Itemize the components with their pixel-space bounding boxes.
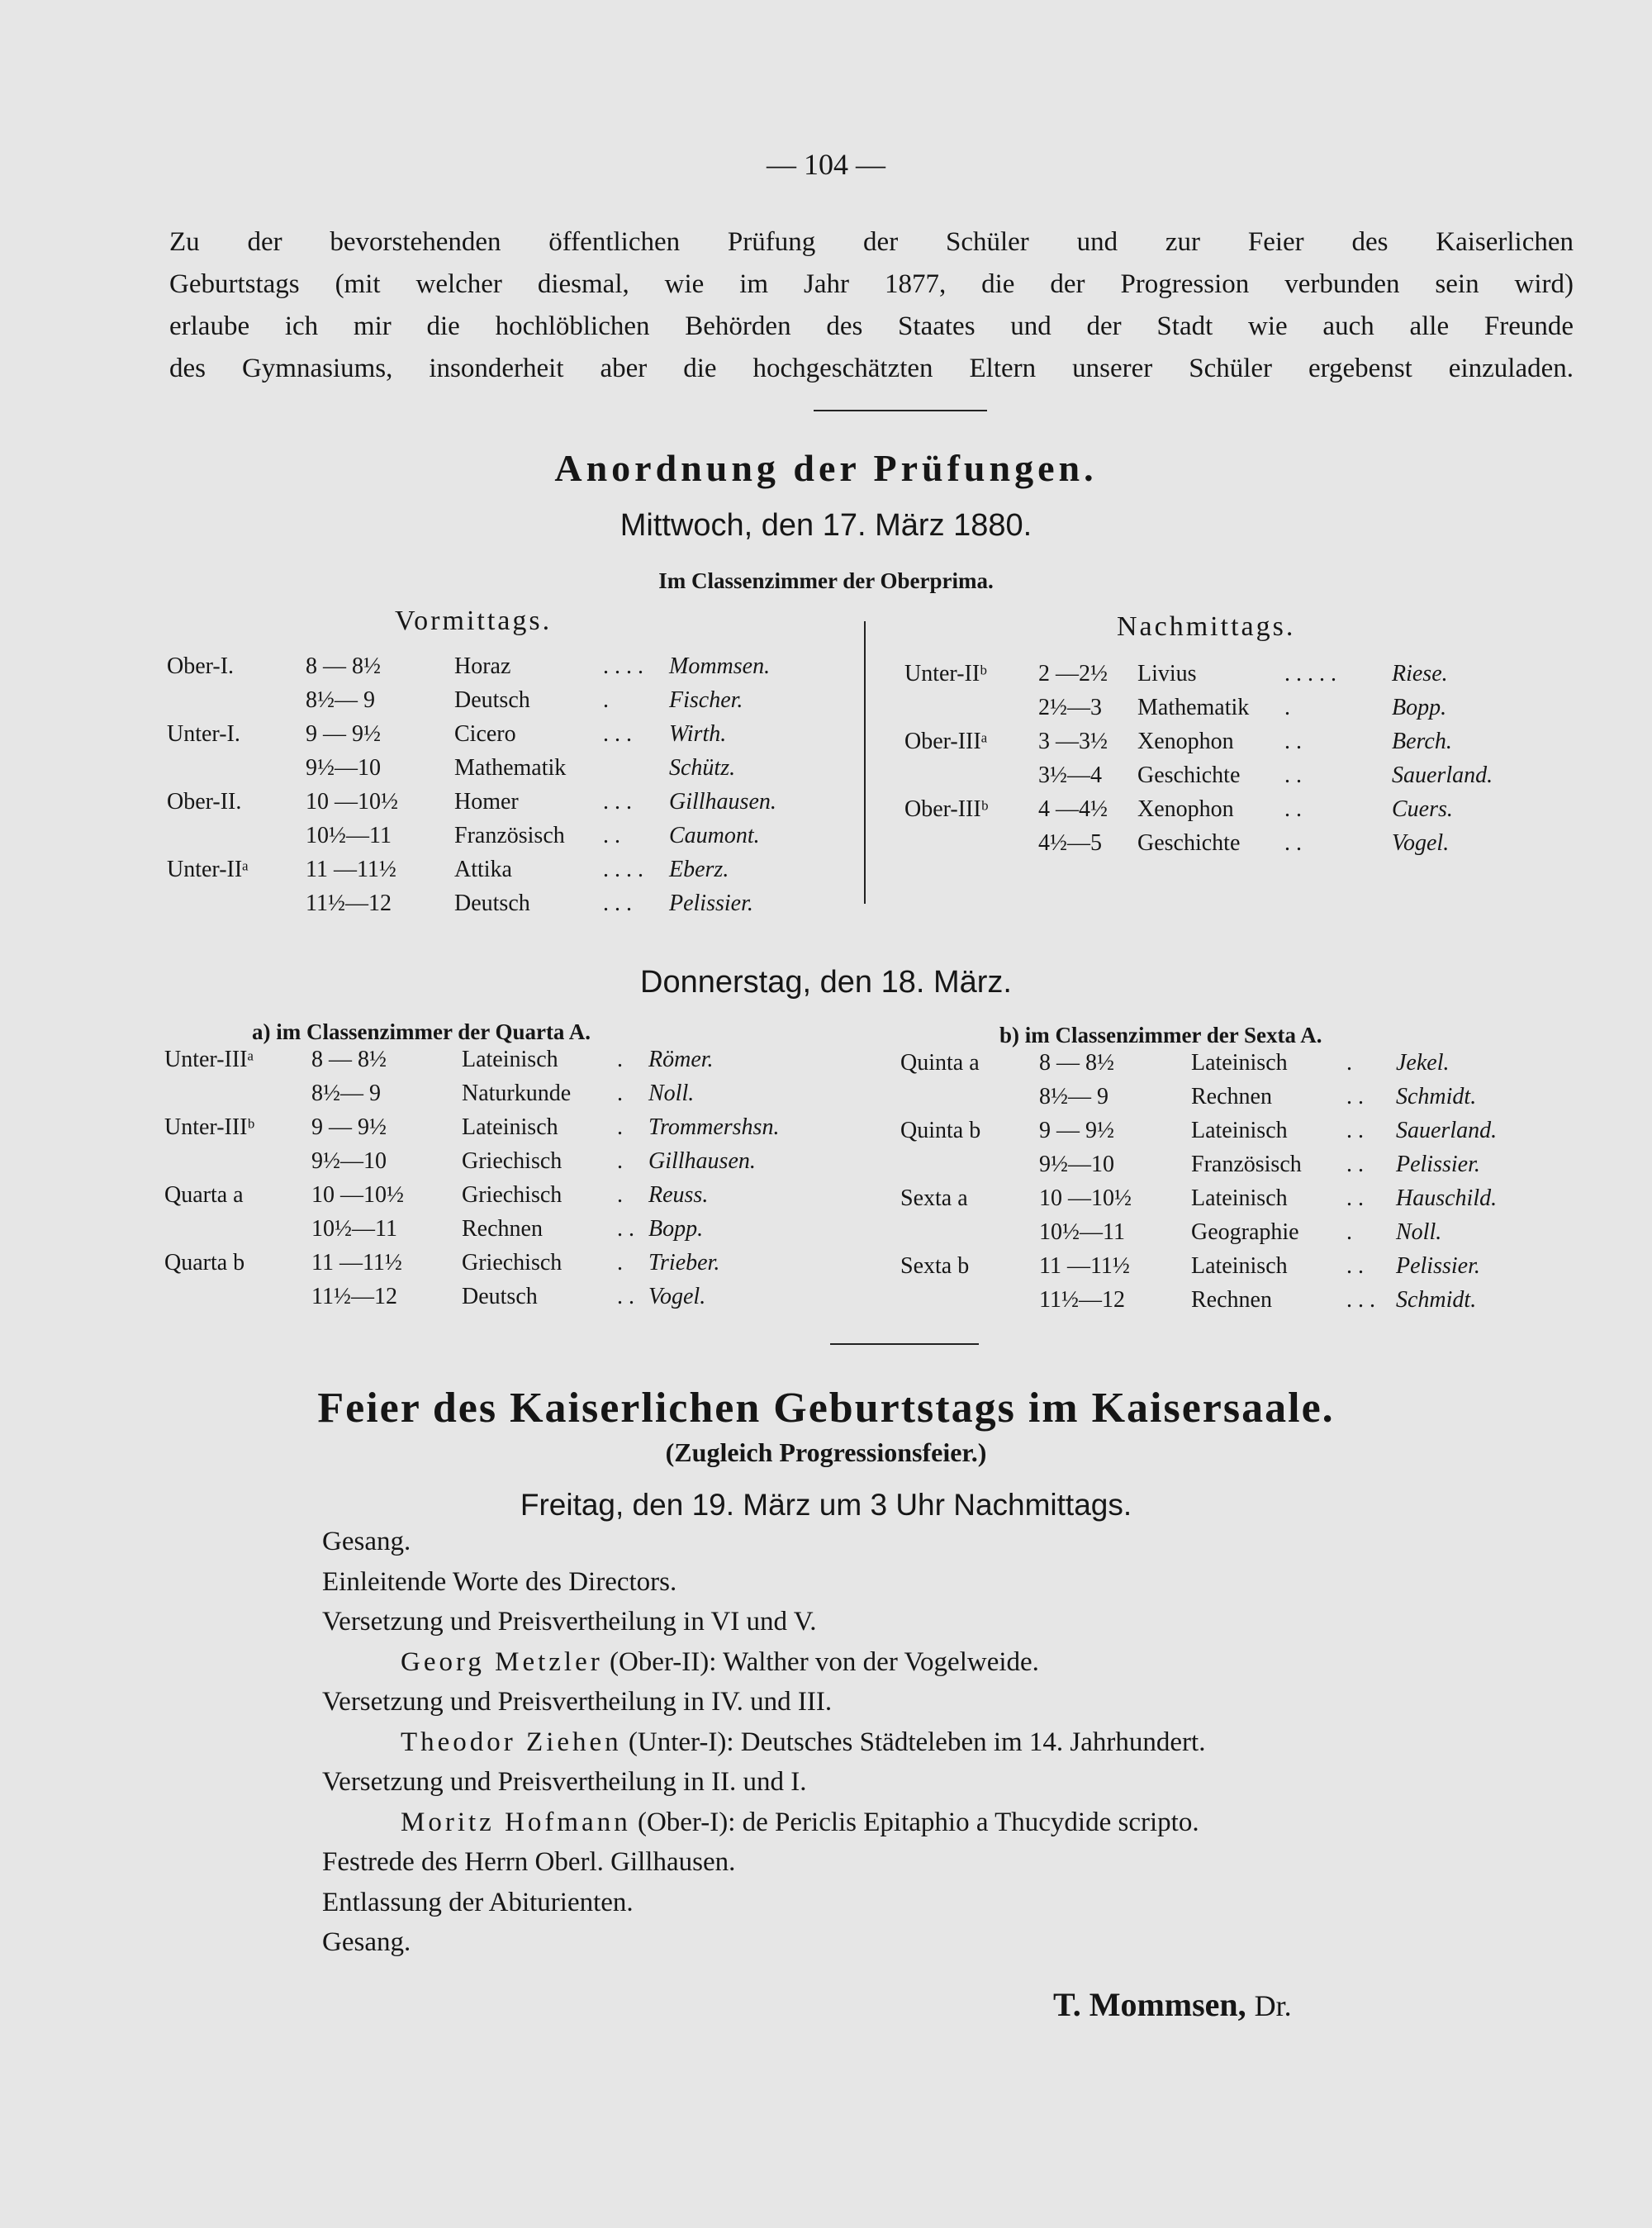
time-cell: 2 —2½ [1038,660,1108,686]
program-text: Versetzung und Preisvertheilung in VI und V. [322,1607,817,1637]
dots-cell: . . [1346,1083,1364,1109]
schedule-row [164,1110,814,1144]
time-cell: 10½—11 [306,822,392,848]
class-cell: Unter-I. [167,720,240,747]
schedule-row [900,1215,1553,1249]
dots-cell: . . [617,1283,634,1309]
subject-cell: Mathematik [454,754,567,781]
signature-name: T. Mommsen, [1053,1986,1246,2023]
teacher-cell: Jekel. [1396,1049,1450,1076]
speaker-name: Moritz Hofmann [401,1807,631,1837]
dots-cell: . [617,1114,623,1140]
subject-cell: Lateinisch [1191,1185,1288,1211]
dots-cell: . . [1346,1151,1364,1177]
time-cell: 11½—12 [306,890,392,916]
class-cell [167,886,306,920]
teacher-cell: Fischer. [669,686,743,713]
class-cell: Unter-IIIᵇ [164,1114,255,1140]
festival-subtitle: (Zugleich Progressionsfeier.) [665,1437,987,1467]
program-item [401,1727,1205,1758]
program-text: (Unter-I): Deutsches Städteleben im 14. Jahrhundert. [621,1727,1206,1757]
divider [814,410,987,411]
teacher-cell: Eberz. [669,856,729,882]
class-cell [900,1283,1039,1317]
dots-cell: . . [1284,796,1302,822]
dots-cell: . . [617,1215,634,1242]
room-oberprima: Im Classenzimmer der Oberprima. [658,568,994,593]
teacher-cell: Gillhausen. [669,788,776,815]
class-cell: Quarta b [164,1249,245,1276]
subject-cell: Französisch [1191,1151,1302,1177]
dots-cell: . . [1284,762,1302,788]
class-cell: Ober-I. [167,653,235,679]
subject-cell: Xenophon [1137,796,1234,822]
page-number: — 104 — [767,148,885,181]
festival-title: Feier des Kaiserlichen Geburtstags im Kaisersaale. [317,1385,1335,1432]
program-text: Entlassung der Abiturienten. [322,1887,634,1917]
dots-cell: . [617,1080,623,1106]
dots-cell: . . . [603,788,632,815]
time-cell: 9 — 9½ [311,1114,387,1140]
class-cell: Sexta b [900,1252,970,1279]
dots-cell: . [617,1147,623,1174]
schedule-row [167,853,826,886]
schedule-row [164,1246,814,1280]
time-cell: 10½—11 [1039,1219,1125,1245]
dots-cell: . . . . [603,856,643,882]
time-cell: 9½—10 [306,754,381,781]
subject-cell: Geschichte [1137,762,1241,788]
time-cell: 2½—3 [1038,694,1102,720]
teacher-cell: Mommsen. [669,653,771,679]
teacher-cell: Trieber. [648,1249,720,1276]
time-cell: 11 —11½ [306,856,396,882]
schedule-row [904,657,1532,691]
teacher-cell: Wirth. [669,720,727,747]
class-cell: Quinta b [900,1117,981,1143]
class-cell [900,1080,1039,1114]
intro-line: des Gymnasiums, insonderheit aber die hochgeschätzten Eltern unserer Schüler ergebenst einzuladen. [169,354,1574,383]
schedule-row [904,792,1532,826]
time-cell: 4 —4½ [1038,796,1108,822]
teacher-cell: Vogel. [648,1283,706,1309]
class-cell: Quinta a [900,1049,980,1076]
dots-cell: . [603,686,609,713]
schedule-row [900,1046,1553,1080]
dots-cell: . . . [603,720,632,747]
schedule-row [900,1249,1553,1283]
subject-cell: Rechnen [462,1215,543,1242]
class-cell [900,1147,1039,1181]
subject-cell: Griechisch [462,1181,563,1208]
teacher-cell: Noll. [1396,1219,1442,1245]
subject-cell: Deutsch [454,686,530,713]
teacher-cell: Vogel. [1392,829,1450,856]
schedule-row [167,683,826,717]
class-cell [167,819,306,853]
program-text: (Ober-I): de Periclis Epitaphio a Thucydide scripto. [630,1807,1199,1837]
subject-cell: Rechnen [1191,1286,1272,1313]
class-cell [900,1215,1039,1249]
subject-cell: Griechisch [462,1147,563,1174]
time-cell: 8 — 8½ [306,653,381,679]
schedule-row [164,1178,814,1212]
teacher-cell: Pelissier. [1396,1252,1480,1279]
signature [1053,1985,1292,2024]
class-cell [904,758,1038,792]
subject-cell: Attika [454,856,512,882]
intro-line: Geburtstags (mit welcher diesmal, wie im Jahr 1877, die der Progression verbunden sein wird) [169,269,1574,299]
dots-cell [603,751,669,785]
class-cell [167,683,306,717]
class-cell [164,1076,311,1110]
schedule-row [900,1283,1553,1317]
schedule-row [167,886,826,920]
teacher-cell: Pelissier. [1396,1151,1480,1177]
teacher-cell: Hauschild. [1396,1185,1498,1211]
subject-cell: Xenophon [1137,728,1234,754]
schedule-row [164,1280,814,1314]
dots-cell: . . [1284,728,1302,754]
time-cell: 8 — 8½ [1039,1049,1114,1076]
subject-cell: Deutsch [454,890,530,916]
program-text: (Ober-II): Walther von der Vogelweide. [602,1646,1039,1677]
thursday-date: Donnerstag, den 18. März. [640,965,1012,1000]
dots-cell: . . . [603,890,632,916]
teacher-cell: Römer. [648,1046,714,1072]
time-cell: 9 — 9½ [1039,1117,1114,1143]
dots-cell: . [617,1249,623,1276]
program-text: Versetzung und Preisvertheilung in IV. und III. [322,1687,833,1717]
schedule-row [164,1144,814,1178]
divider [830,1343,979,1345]
schedule-row [900,1181,1553,1215]
room-sexta-a: b) im Classenzimmer der Sexta A. [999,1023,1322,1047]
morning-schedule [167,649,826,920]
time-cell: 10½—11 [311,1215,397,1242]
time-cell: 10 —10½ [306,788,398,815]
speaker-name: Georg Metzler [401,1646,603,1677]
subject-cell: Livius [1137,660,1197,686]
class-cell [164,1144,311,1178]
time-cell: 11½—12 [1039,1286,1125,1313]
class-cell: Quarta a [164,1181,244,1208]
subject-cell: Lateinisch [1191,1049,1288,1076]
subject-cell: Homer [454,788,519,815]
program-text: Festrede des Herrn Oberl. Gillhausen. [322,1847,736,1877]
subject-cell: Deutsch [462,1283,538,1309]
class-cell: Unter-IIᵇ [904,660,987,686]
class-cell [164,1280,311,1314]
dots-cell: . . [1346,1185,1364,1211]
intro-line: Zu der bevorstehenden öffentlichen Prüfung der Schüler und zur Feier des Kaiserlichen [169,227,1574,257]
class-cell: Unter-IIᵃ [167,856,249,882]
intro-line: erlaube ich mir die hochlöblichen Behörden des Staates und der Stadt wie auch alle Freunde [169,311,1574,341]
subject-cell: Cicero [454,720,516,747]
program-text: Gesang. [322,1927,411,1957]
time-cell: 11½—12 [311,1283,397,1309]
dots-cell: . . [1284,829,1302,856]
program-item [322,1607,817,1637]
schedule-row [904,724,1532,758]
teacher-cell: Noll. [648,1080,695,1106]
teacher-cell: Sauerland. [1396,1117,1498,1143]
time-cell: 8½— 9 [1039,1083,1108,1109]
subject-cell: Geographie [1191,1219,1299,1245]
class-cell [167,751,306,785]
dots-cell: . [617,1046,623,1072]
room-quarta-a: a) im Classenzimmer der Quarta A. [252,1019,591,1044]
time-cell: 4½—5 [1038,829,1102,856]
schedule-row [167,717,826,751]
teacher-cell: Reuss. [648,1181,709,1208]
schedule-row [904,691,1532,724]
program-text: Einleitende Worte des Directors. [322,1566,677,1597]
exam-heading: Anordnung der Prüfungen. [554,447,1098,489]
subject-cell: Griechisch [462,1249,563,1276]
dots-cell: . . [1346,1117,1364,1143]
dots-cell: . . [603,822,620,848]
teacher-cell: Caumont. [669,822,760,848]
time-cell: 10 —10½ [1039,1185,1132,1211]
dots-cell: . . . . . [1284,660,1336,686]
subject-cell: Mathematik [1137,694,1250,720]
quarta-schedule [164,1043,814,1314]
teacher-cell: Riese. [1392,660,1448,686]
program-item [322,1767,807,1798]
teacher-cell: Schütz. [669,754,736,781]
schedule-row [904,826,1532,860]
subject-cell: Rechnen [1191,1083,1272,1109]
teacher-cell: Trommershsn. [648,1114,780,1140]
dots-cell: . [1346,1049,1352,1076]
program-item [401,1647,1039,1678]
afternoon-schedule [904,657,1532,860]
subject-cell: Französisch [454,822,565,848]
time-cell: 8½— 9 [306,686,375,713]
time-cell: 9½—10 [311,1147,387,1174]
teacher-cell: Bopp. [1392,694,1447,720]
teacher-cell: Gillhausen. [648,1147,756,1174]
schedule-row [900,1114,1553,1147]
class-cell: Ober-IIIᵃ [904,728,988,754]
teacher-cell: Bopp. [648,1215,704,1242]
wednesday-date: Mittwoch, den 17. März 1880. [620,508,1032,543]
column-divider [864,621,866,904]
class-cell: Ober-II. [167,788,242,815]
teacher-cell: Sauerland. [1392,762,1493,788]
time-cell: 9 — 9½ [306,720,381,747]
schedule-row [164,1076,814,1110]
program-text: Versetzung und Preisvertheilung in II. und I. [322,1767,807,1797]
schedule-row [167,649,826,683]
morning-label: Vormittags. [395,606,553,636]
program-item [322,1567,676,1598]
intro-paragraph [169,221,1574,390]
program-item [322,1687,832,1717]
program-item [322,1888,634,1918]
subject-cell: Geschichte [1137,829,1241,856]
schedule-row [904,758,1532,792]
schedule-row [167,819,826,853]
schedule-row [900,1080,1553,1114]
class-cell: Unter-IIIᵃ [164,1046,254,1072]
signature-title: Dr. [1254,1989,1292,2022]
class-cell [904,691,1038,724]
time-cell: 8 — 8½ [311,1046,387,1072]
teacher-cell: Pelissier. [669,890,753,916]
class-cell: Ober-IIIᵇ [904,796,989,822]
schedule-row [164,1043,814,1076]
teacher-cell: Schmidt. [1396,1286,1477,1313]
program-text: Gesang. [322,1527,411,1556]
time-cell: 8½— 9 [311,1080,381,1106]
time-cell: 11 —11½ [311,1249,402,1276]
program-item [401,1808,1199,1838]
subject-cell: Lateinisch [1191,1252,1288,1279]
time-cell: 10 —10½ [311,1181,404,1208]
festival-date: Freitag, den 19. März um 3 Uhr Nachmittags. [520,1488,1132,1522]
speaker-name: Theodor Ziehen [401,1727,622,1757]
dots-cell: . [1284,694,1290,720]
class-cell [904,826,1038,860]
sexta-schedule [900,1046,1553,1317]
subject-cell: Lateinisch [462,1046,558,1072]
schedule-row [167,785,826,819]
teacher-cell: Schmidt. [1396,1083,1477,1109]
class-cell [164,1212,311,1246]
schedule-row [167,751,826,785]
time-cell: 3 —3½ [1038,728,1108,754]
time-cell: 3½—4 [1038,762,1102,788]
time-cell: 9½—10 [1039,1151,1114,1177]
class-cell: Sexta a [900,1185,968,1211]
program-item [322,1527,411,1557]
dots-cell: . [1346,1219,1352,1245]
dots-cell: . . . . [603,653,643,679]
dots-cell: . . . [1346,1286,1375,1313]
dots-cell: . [617,1181,623,1208]
program-item [322,1927,411,1958]
teacher-cell: Cuers. [1392,796,1453,822]
subject-cell: Lateinisch [462,1114,558,1140]
dots-cell: . . [1346,1252,1364,1279]
afternoon-label: Nachmittags. [1117,611,1296,642]
subject-cell: Horaz [454,653,511,679]
teacher-cell: Berch. [1392,728,1452,754]
program-item [322,1847,735,1878]
time-cell: 11 —11½ [1039,1252,1130,1279]
schedule-row [164,1212,814,1246]
subject-cell: Naturkunde [462,1080,572,1106]
schedule-row [900,1147,1553,1181]
subject-cell: Lateinisch [1191,1117,1288,1143]
